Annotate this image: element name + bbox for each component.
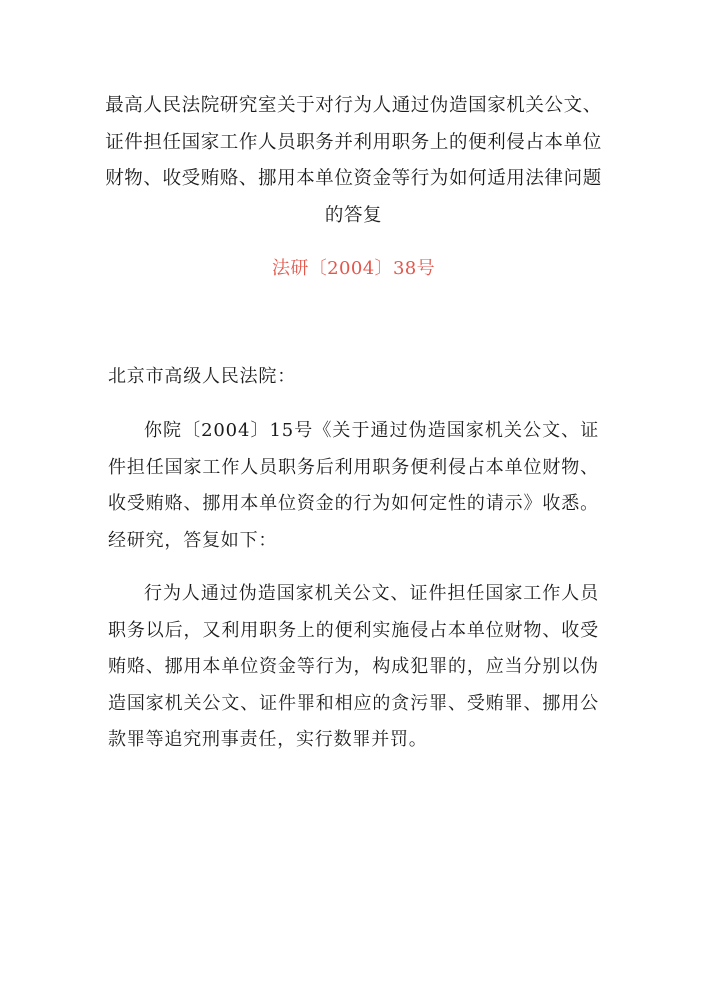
- body-paragraph-1: 你院〔2004〕15号《关于通过伪造国家机关公文、证件担任国家工作人员职务后利用职务便利侵占本单位财物、收受贿赂、挪用本单位资金的行为如何定性的请示》收悉。经研究，答复如下：: [108, 420, 599, 551]
- body-paragraph-2: 行为人通过伪造国家机关公文、证件担任国家工作人员职务以后，又利用职务上的便利实施侵占本单位财物、收受贿赂、挪用本单位资金等行为，构成犯罪的，应当分别以伪造国家机关公文、证件罪和相应的贪污罪、受贿罪、挪用公款罪等追究刑事责任，实行数罪并罚。: [108, 583, 599, 750]
- addressee: 北京市高级人民法院：: [108, 366, 296, 387]
- document-number: 法研〔2004〕38号: [271, 258, 436, 279]
- document-title: 最高人民法院研究室关于对行为人通过伪造国家机关公文、证件担任国家工作人员职务并利用职务上的便利侵占本单位财物、收受贿赂、挪用本单位资金等行为如何适用法律问题的答复: [105, 95, 602, 226]
